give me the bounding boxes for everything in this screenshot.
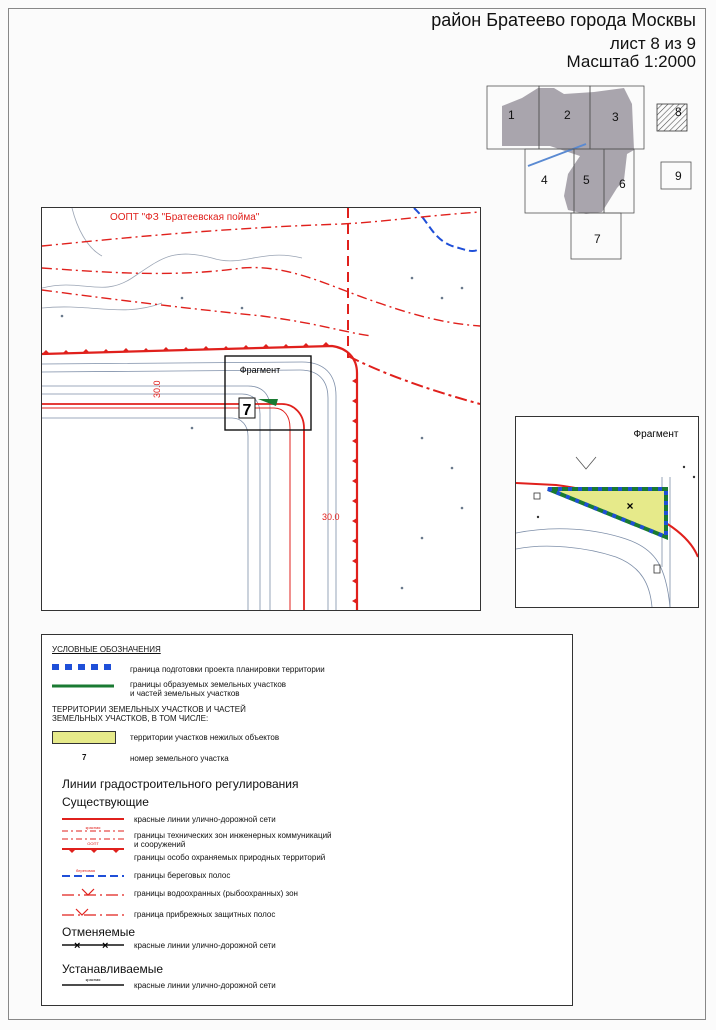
contour-line xyxy=(42,254,302,288)
water-protection-zone xyxy=(42,212,480,246)
fragment-title: Фрагмент xyxy=(633,429,679,440)
existing-red-line-symbol xyxy=(62,817,124,821)
parcel-boundary-symbol xyxy=(52,683,114,689)
fragment-cross-icon: × xyxy=(626,499,634,513)
index-label-7: 7 xyxy=(594,232,601,246)
index-label-8: 8 xyxy=(675,105,682,119)
coastal-protection-strip xyxy=(42,268,480,326)
legend-protected: границы особо охраняемых природных территорий xyxy=(134,853,326,862)
index-label-2: 2 xyxy=(564,108,571,122)
index-label-6: 6 xyxy=(619,177,626,191)
parcel-7-marker xyxy=(258,399,278,406)
index-label-1: 1 xyxy=(508,108,515,122)
legend-coastal: граница прибрежных защитных полос xyxy=(134,910,276,919)
legend-established-red-lines: красные линии улично-дорожной сети xyxy=(134,981,276,990)
cancelled-title: Отменяемые xyxy=(62,925,136,939)
parcel-number: 7 xyxy=(242,402,252,419)
planning-boundary-symbol xyxy=(52,663,114,671)
legend-planning-boundary: граница подготовки проекта планировки территории xyxy=(130,665,325,674)
road-outline xyxy=(42,362,336,610)
fragment-box-label: Фрагмент xyxy=(239,365,281,375)
tech-zone-label-1: 30.0 xyxy=(152,380,162,398)
nonresidential-swatch xyxy=(52,731,116,744)
established-symbol xyxy=(62,977,124,989)
legend-tech-zones-1: границы технических зон инженерных коммуникаций xyxy=(134,831,332,840)
coastal-protection-strip xyxy=(42,290,372,336)
shore-sample-label: береговая xyxy=(76,868,95,873)
protected-area-label: ООПТ "ФЗ "Братеевская пойма" xyxy=(110,212,260,223)
legend-existing-red-lines: красные линии улично-дорожной сети xyxy=(134,815,276,824)
tech-zone-label-2: 30.0 xyxy=(322,512,340,522)
legend-nonresidential: территории участков нежилых объектов xyxy=(130,733,280,742)
legend-parcel-number: номер земельного участка xyxy=(130,754,229,763)
parcel-number-symbol: 7 xyxy=(82,753,87,762)
sheet-number: лист 8 из 9 xyxy=(609,34,696,53)
main-map xyxy=(41,207,481,611)
fragment-symbol xyxy=(576,457,596,469)
index-label-3: 3 xyxy=(612,110,619,124)
cancelled-symbol xyxy=(62,939,124,951)
tech-sample-label-a: красная xyxy=(85,825,101,830)
tech-sample-label-b: ООПТ xyxy=(87,841,99,846)
map-scale: Масштаб 1:2000 xyxy=(566,52,696,71)
index-cell-8 xyxy=(657,104,687,131)
water-protection-symbol xyxy=(62,885,124,899)
index-label-9: 9 xyxy=(675,169,682,183)
cancelled-cross-icon: × xyxy=(74,940,81,951)
legend-water-protection: границы водоохранных (рыбоохранных) зон xyxy=(134,889,298,898)
survey-points xyxy=(61,277,464,590)
legend-parcels-line1: границы образуемых земельных участков xyxy=(130,680,287,689)
existing-title: Существующие xyxy=(62,795,149,809)
contour-line xyxy=(42,303,162,310)
index-label-5: 5 xyxy=(583,173,590,187)
cancelled-cross-icon: × xyxy=(102,940,109,951)
legend-cancelled-red-lines: красные линии улично-дорожной сети xyxy=(134,941,276,950)
regulation-title: Линии градостроительного регулирования xyxy=(62,777,299,791)
existing-red-line xyxy=(42,408,290,610)
territories-heading-2: ЗЕМЕЛЬНЫХ УЧАСТКОВ, В ТОМ ЧИСЛЕ: xyxy=(52,714,209,723)
tech-zone-symbol xyxy=(62,825,124,855)
legend-parcels-line2: и частей земельных участков xyxy=(130,689,240,698)
coastal-symbol xyxy=(62,905,124,919)
legend-title: УСЛОВНЫЕ ОБОЗНАЧЕНИЯ xyxy=(52,645,161,654)
shore-symbol xyxy=(62,867,124,879)
legend xyxy=(41,634,573,1006)
index-map xyxy=(484,84,704,264)
established-title: Устанавливаемые xyxy=(62,962,164,976)
territories-heading-1: ТЕРРИТОРИИ ЗЕМЕЛЬНЫХ УЧАСТКОВ И ЧАСТЕЙ xyxy=(52,705,246,714)
legend-shore: границы береговых полос xyxy=(134,871,231,880)
fragment-map xyxy=(515,416,699,608)
protected-boundary-ticks xyxy=(42,342,357,604)
tech-zone-boundary xyxy=(348,356,480,404)
established-sample-label: красная xyxy=(85,977,101,982)
district-title: район Братеево города Москвы xyxy=(431,10,696,30)
contour-line xyxy=(72,208,102,256)
legend-tech-zones-2: и сооружений xyxy=(134,840,186,849)
building-icon xyxy=(534,493,540,499)
existing-red-line xyxy=(42,404,304,610)
building-icon xyxy=(654,565,660,573)
index-label-4: 4 xyxy=(541,173,548,187)
